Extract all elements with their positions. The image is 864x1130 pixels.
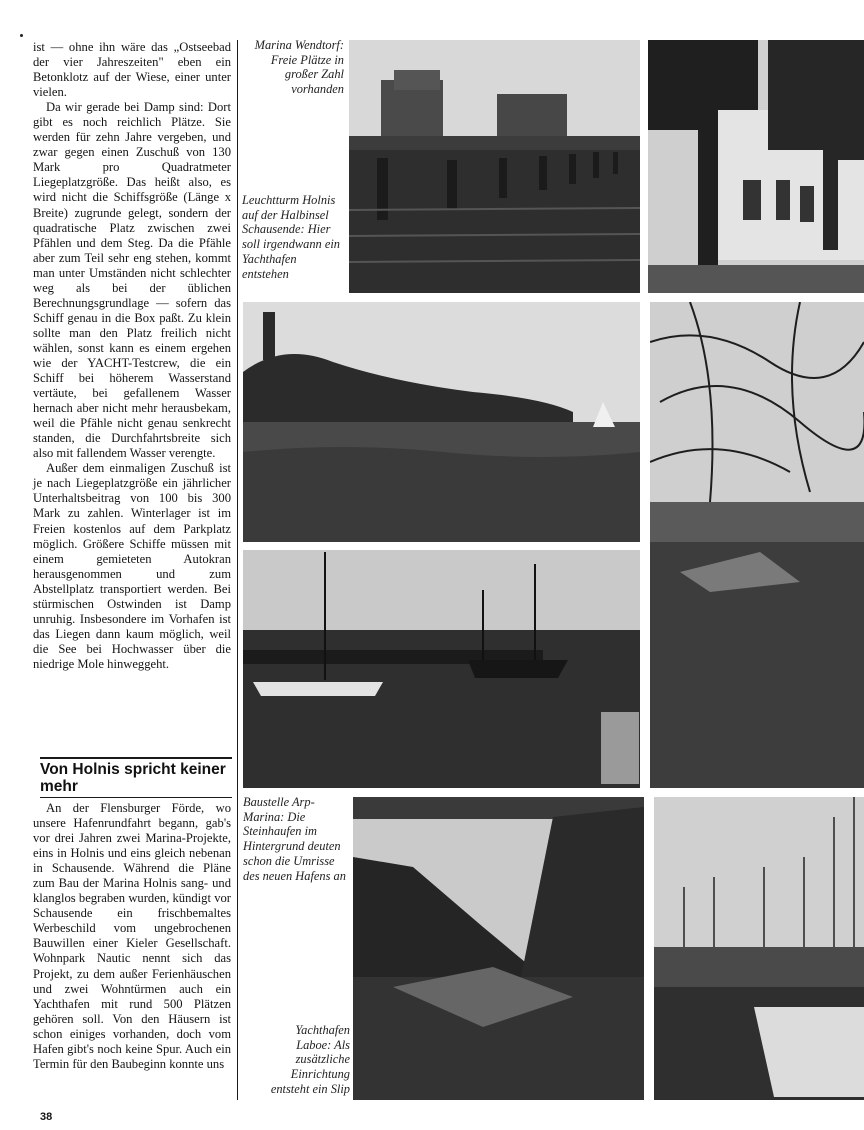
photo-yachthafen-laboe — [654, 797, 864, 1100]
heading-bottom-rule — [40, 797, 232, 798]
caption-marina-wendtorf: Marina Wendtorf: Freie Plätze in großer Zahl vorhanden — [254, 38, 344, 97]
column-divider — [237, 40, 238, 1100]
section-column — [33, 801, 231, 1072]
article-column — [33, 40, 231, 672]
heading-top-rule — [40, 757, 232, 759]
photo-trees-house — [648, 40, 864, 293]
article-paragraph: An der Flensburger Förde, wo unsere Hafenrundfahrt begann, gab's vor drei Jahren zwei Marina-Projekte, eins in Holnis und eins gleich nebenan in Schausende. Während die Pläne zum Bau der Marina Holnis sang- und klanglos begraben wurden, kündigt vor Schausende ein frischbemaltes Werbeschild vom ungebrochenen Bauwillen einer Kieler Gesellschaft. Wohnpark Nautic nennt sich das Projekt, zu dem außer Ferienhäuschen und zwei Wohntürmen auch ein Yachthafen mit rund 500 Plätzen gehören soll. Von den Häusern ist schon einiges vorhanden, doch vom Hafen gibt's noch keine Spur. Auch ein Termin für den Baubeginn konnte uns — [33, 801, 231, 1071]
print-mark — [20, 34, 23, 37]
caption-baustelle-arp: Baustelle Arp-Marina: Die Steinhaufen im Hintergrund deuten schon die Umrisse des neuen Hafens an — [243, 795, 346, 883]
photo-branches-harbor — [650, 302, 864, 788]
article-paragraph: Außer dem einmaligen Zuschuß ist je nach Liegeplatzgröße ein jährlicher Unterhaltsbeitrag von 100 bis 300 Mark zu zahlen. Winterlager ist im Freien kostenlos auf dem Parkplatz möglich. Größere Schiffe müssen mit einem gemieteten Autokran herausgenommen und zum Abstellplatz transportiert werden. Bei stürmischen Ostwinden ist Damp unruhig. Insbesondere im Vorhafen ist das Liegen dann kaum möglich, weil die See bei Hochwasser über die niedrige Mole hinweggeht. — [33, 461, 231, 671]
caption-leuchtturm-holnis: Leuchtturm Holnis auf der Halbinsel Schausende: Hier soll irgendwann ein Yachthafen entstehen — [242, 193, 340, 281]
section-heading: Von Holnis spricht keiner mehr — [40, 761, 226, 795]
photo-leuchtturm-holnis — [243, 302, 640, 542]
photo-baustelle-arp — [353, 797, 644, 1100]
article-paragraph: Da wir gerade bei Damp sind: Dort gibt es noch reichlich Plätze. Sie werden für zehn Jahre vergeben, und zwar gegen einen Zuschuß von 130 Mark pro Quadratmeter Liegeplatzgröße. Das heißt also, es wird nicht die Schiffsgröße (Länge x Breite) zugrunde gelegt, sondern der quadratische Platz zwischen zwei Pfählen und dem Steg. Da die Pfähle aber zum Teil sehr eng stehen, kommt man unter Umständen nicht schlechter weg als bei der üblichen Berechnungsgrundlage — sofern das Schiff genau in die Box paßt. Zu klein sollte man den Platz freilich nicht wählen, sonst kann es einem ergehen wie der YACHT-Testcrew, die ein Schiff bei höherem Wasserstand vertäute, bei gefallenem Wasser hernach aber nicht mehr herausbekam, weil die Pfähle nicht genau senkrecht standen, die Durchfahrtsbreite sich also mit fallendem Wasser verengte. — [33, 100, 231, 461]
caption-yachthafen-laboe: Yachthafen Laboe: Als zusätzliche Einrichtung entsteht ein Slip — [270, 1023, 350, 1096]
page-number: 38 — [40, 1111, 53, 1123]
photo-fishing-boat — [243, 550, 640, 788]
photo-marina-wendtorf — [349, 40, 640, 293]
article-paragraph: ist — ohne ihn wäre das „Ostseebad der vier Jahreszeiten" eben ein Betonklotz auf der Wiese, einer unter vielen. — [33, 40, 231, 100]
